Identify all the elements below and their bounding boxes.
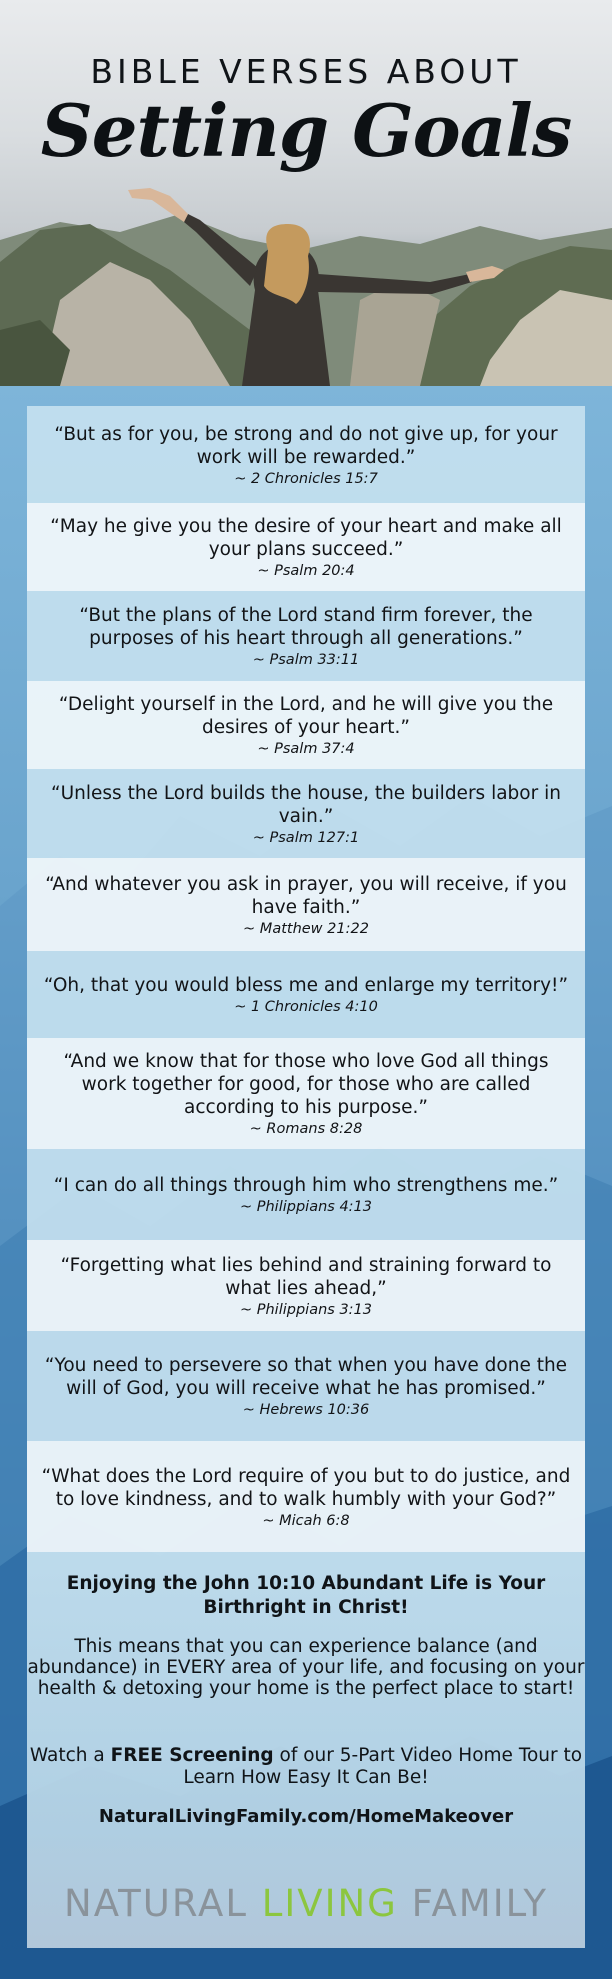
verse-quote: “Forgetting what lies behind and straining forward to what lies ahead,” xyxy=(60,1254,552,1299)
promo-call-to-action xyxy=(27,1745,585,1789)
verse-quote: “Unless the Lord builds the house, the builders labor in vain.” xyxy=(51,782,561,827)
verse-reference: ~ Philippians 4:13 xyxy=(239,1199,372,1215)
logo-word-family: FAMILY xyxy=(411,1882,548,1925)
verse-quote: “What does the Lord require of you but to do justice, and to love kindness, and to walk humbly with your God?” xyxy=(41,1465,571,1510)
verse-quote: “And whatever you ask in prayer, you will receive, if you have faith.” xyxy=(45,873,567,918)
cta-prefix: Watch a xyxy=(29,1745,111,1766)
verse-reference: ~ Micah 6:8 xyxy=(262,1512,350,1529)
promo-heading: Enjoying the John 10:10 Abundant Life is Your Birthright in Christ! xyxy=(66,1573,546,1618)
verse-quote: “Delight yourself in the Lord, and he will give you the desires of your heart.” xyxy=(58,694,554,738)
verse-card xyxy=(27,1038,585,1149)
verse-card xyxy=(27,591,585,681)
brand-logo xyxy=(27,1882,585,1925)
verse-quote: “But as for you, be strong and do not give up, for your work will be rewarded.” xyxy=(54,423,558,468)
verse-card xyxy=(27,951,585,1038)
verse-reference: ~ Matthew 21:22 xyxy=(243,920,369,937)
verse-quote: “Oh, that you would bless me and enlarge my territory!” xyxy=(43,975,569,996)
verse-quote: “May he give you the desire of your heart and make all your plans succeed.” xyxy=(50,516,562,560)
verse-reference: ~ Philippians 3:13 xyxy=(239,1301,372,1318)
logo-word-natural: NATURAL xyxy=(64,1882,248,1925)
logo-word-living: LIVING xyxy=(261,1882,398,1925)
promo-box xyxy=(27,1552,585,1948)
verse-reference: ~ 2 Chronicles 15:7 xyxy=(234,470,378,487)
verse-card xyxy=(27,681,585,769)
verse-card xyxy=(27,1240,585,1331)
verse-reference: ~ Psalm 33:11 xyxy=(252,652,360,668)
verse-card xyxy=(27,1441,585,1552)
verse-quote: “I can do all things through him who strengthens me.” xyxy=(53,1175,559,1196)
verse-reference: ~ Romans 8:28 xyxy=(249,1121,363,1137)
promo-body: This means that you can experience balance (and abundance) in EVERY area of your life, and focusing on your health & detoxing your home is the perfect place to start! xyxy=(27,1636,585,1699)
verse-reference: ~ 1 Chronicles 4:10 xyxy=(234,999,378,1015)
verse-card xyxy=(27,858,585,951)
hero-banner xyxy=(0,0,612,386)
title-top-line: BIBLE VERSES ABOUT xyxy=(90,52,522,91)
verse-card xyxy=(27,769,585,858)
verse-reference: ~ Hebrews 10:36 xyxy=(242,1402,370,1418)
cta-suffix: of our 5-Part Video Home Tour to Learn How Easy It Can Be! xyxy=(183,1745,583,1788)
verse-list xyxy=(27,406,585,1552)
verse-reference: ~ Psalm 20:4 xyxy=(257,563,355,579)
verse-card xyxy=(27,1331,585,1441)
title-main-line: Setting Goals xyxy=(40,88,572,173)
verse-card xyxy=(27,1149,585,1240)
promo-url-link[interactable]: NaturalLivingFamily.com/HomeMakeover xyxy=(98,1806,514,1827)
verse-reference: ~ Psalm 127:1 xyxy=(252,829,360,846)
verse-card xyxy=(27,406,585,503)
verse-quote: “And we know that for those who love God all things work together for good, for those who are called according to his purpose.” xyxy=(63,1051,549,1118)
verse-card xyxy=(27,503,585,591)
cta-bold-text: FREE Screening xyxy=(110,1745,274,1766)
verse-quote: “You need to persevere so that when you have done the will of God, you will receive what he has promised.” xyxy=(44,1355,568,1399)
verse-reference: ~ Psalm 37:4 xyxy=(257,741,355,757)
verse-quote: “But the plans of the Lord stand firm forever, the purposes of his heart through all generations.” xyxy=(79,605,533,649)
